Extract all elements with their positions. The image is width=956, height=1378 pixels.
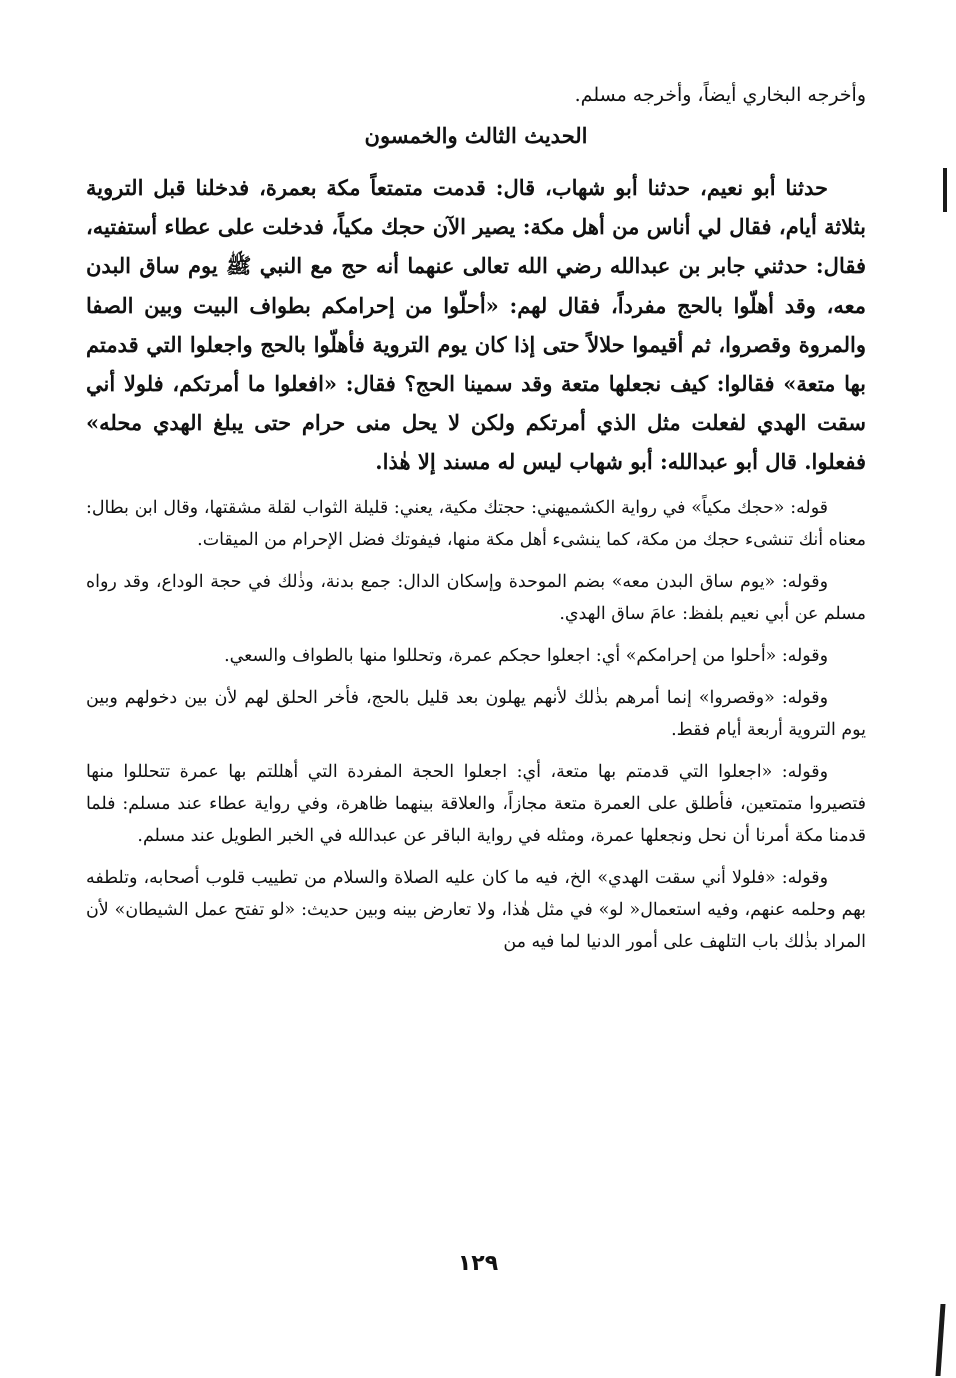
intro-line: وأخرجه البخاري أيضاً، وأخرجه مسلم. — [574, 84, 866, 106]
commentary-paragraph: وقوله: «فلولا أني سقت الهدي» الخ، فيه ما كان عليه الصلاة والسلام من تطييب قلوب أصحابه، وتلطفه بهم وحلمه عنهم، وفيه استعمال« لو» في مثل هٰذا، ولا تعارض بينه وبين حديث: «لو تفتح عمل الشيطان» لأن المراد بذٰلك باب التلهف على أمور الدنيا لما فيه من — [86, 867, 866, 952]
page-body — [86, 78, 866, 968]
section-heading: الحديث الثالث والخمسون — [364, 123, 588, 148]
commentary-paragraph: وقوله: «وقصروا» إنما أمرهم بذٰلك لأنهم يهلون بعد قليل بالحج، فأخر الحلق لهم لأن بين دخولهم وبين يوم التروية أربعة أيام فقط. — [86, 687, 866, 740]
commentary-paragraph: وقوله: «اجعلوا التي قدمتم بها متعة، أي: اجعلوا الحجة المفردة التي أهللتم بها عمرة تتحللوا منها فتصيروا متمتعين، فأطلق على العمرة متعة مجازاً، والعلاقة بينهما ظاهرة، وفي رواية عطاء عند مسلم: فلما قدمنا مكة أمرنا أن نحل ونجعلها عمرة، ومثله في رواية الباقر عن عبدالله في الخبر الطويل عند مسلم. — [86, 761, 866, 846]
page-number: ١٢٩ — [457, 1251, 499, 1276]
commentary-paragraph: وقوله: «يوم ساق البدن معه» بضم الموحدة وإسكان الدال: جمع بدنة، وذٰلك في حجة الوداع، وقد رواه مسلم عن أبي نعيم بلفظ: عامَ ساق الهدي. — [86, 571, 866, 624]
commentary-paragraph: قوله: «حجك مكياً» في رواية الكشميهني: حجتك مكية، يعني: قليلة الثواب لقلة مشقتها، وقال ابن بطال: معناه أنك تنشىء حجك من مكة، كما ينشىء أهل مكة منها، فيفوتك فضل الإحرام من الميقات. — [86, 497, 866, 550]
scan-edge-mark — [943, 168, 947, 212]
commentary-paragraph: وقوله: «أحلوا من إحرامكم» أي: اجعلوا حجكم عمرة، وتحللوا منها بالطواف والسعي. — [224, 645, 828, 666]
scan-edge-mark — [935, 1304, 945, 1376]
hadith-text: حدثنا أبو نعيم، حدثنا أبو شهاب، قال: قدمت متمتعاً مكة بعمرة، فدخلنا قبل التروية بثلاثة أيام، فقال لي أناس من أهل مكة: يصير الآن حجك مكياً، فدخلت على عطاء أستفتيه، فقال: حدثني جابر بن عبدالله رضي الله تعالى عنهما أنه حج مع النبي ﷺ يوم ساق البدن معه، وقد أهلّوا بالحج مفرداً، فقال لهم: «أحلّوا من إحرامكم بطواف البيت وبين الصفا والمروة وقصروا، ثم أقيموا حلالاً حتى إذا كان يوم التروية فأهلّوا بالحج واجعلوا التي قدمتم بها متعة» فقالوا: كيف نجعلها متعة وقد سمينا الحج؟ فقال: «افعلوا ما أمرتكم، فلولا أني سقت الهدي لفعلت مثل الذي أمرتكم ولكن لا يحل منى حرام حتى يبلغ الهدي محله» ففعلوا. قال أبو عبدالله: أبو شهاب ليس له مسند إلا هٰذا. — [86, 175, 866, 475]
